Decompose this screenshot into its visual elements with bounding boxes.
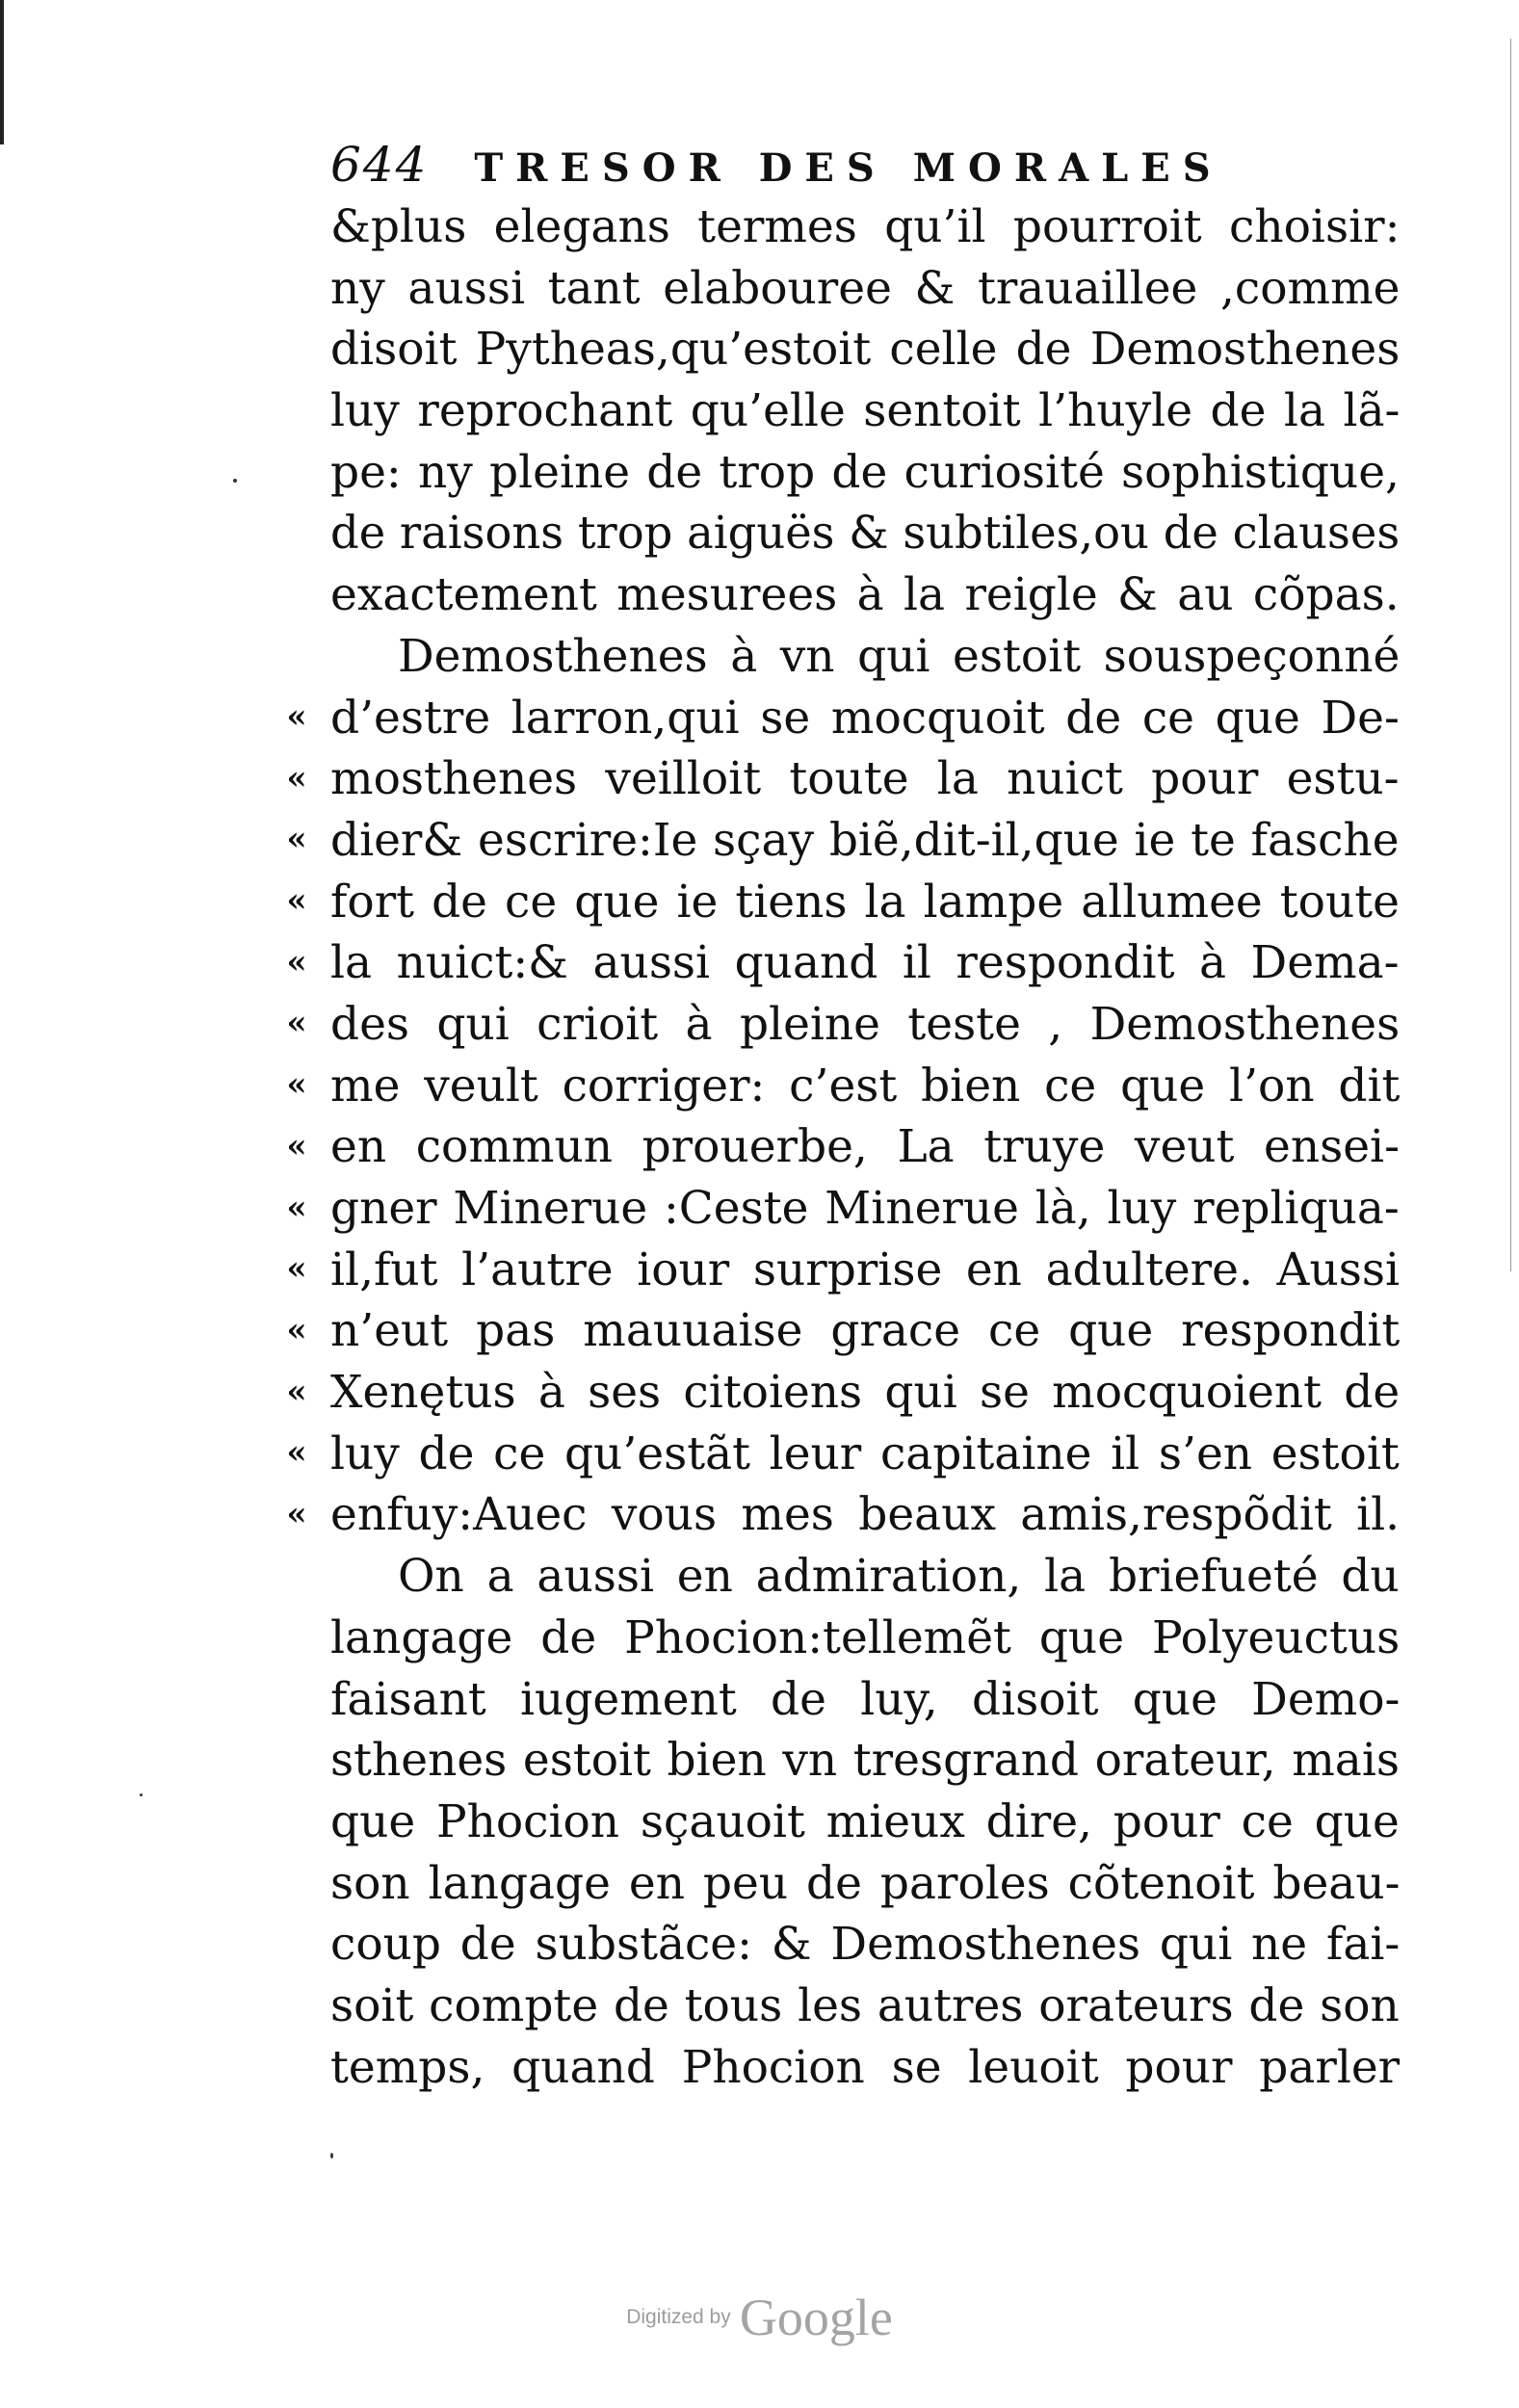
- quote-mark: «: [286, 758, 307, 798]
- text-line: luy reprochant qu’elle sentoit l’huyle de la lã-: [330, 384, 1401, 438]
- text-line: pe: ny pleine de trop de curiosité sophistique,: [330, 445, 1400, 499]
- text-line: d’estre larron,qui se mocquoit de ce que De-: [330, 691, 1400, 745]
- text-line: son langage en peu de paroles cõtenoit beau-: [330, 1856, 1401, 1910]
- quote-mark: «: [286, 1372, 307, 1411]
- text-line: fort de ce que ie tiens la lampe allumee toute: [330, 875, 1400, 929]
- body-text: [330, 196, 1400, 2098]
- text-line: luy de ce qu’estãt leur capitaine il s’en estoit: [330, 1426, 1400, 1480]
- text-line: Demosthenes à vn qui estoit souspeçonné: [398, 629, 1401, 683]
- quote-mark: «: [286, 1126, 307, 1165]
- digitization-footer: [0, 2288, 1519, 2347]
- quote-mark: «: [286, 1310, 307, 1349]
- running-title: TRESOR DES MORALES: [474, 145, 1223, 191]
- quote-mark: «: [286, 1433, 307, 1473]
- text-line: dier& escrire:Ie sçay biẽ,dit-il,que ie te fasche: [330, 813, 1400, 867]
- text-line: Xenętus à ses citoiens qui se mocquoient de: [330, 1366, 1401, 1420]
- text-line: langage de Phocion:tellemẽt que Polyeuctus: [330, 1610, 1401, 1664]
- text-line: disoit Pytheas,qu’estoit celle de Demosthenes: [330, 323, 1401, 377]
- page-right-border: [1510, 39, 1511, 1271]
- text-line: la nuict:& aussi quand il respondit à Dema-: [330, 936, 1400, 990]
- text-line: faisant iugement de luy, disoit que Demo-: [330, 1672, 1401, 1726]
- text-line: sthenes estoit bien vn tresgrand orateur, mais: [330, 1734, 1400, 1788]
- google-logo: Google: [739, 2289, 893, 2346]
- page-edge-mark: [0, 0, 10, 144]
- text-line: exactement mesurees à la reigle & au cõpas.: [330, 568, 1400, 622]
- text-line: On a aussi en admiration, la briefueté du: [398, 1550, 1400, 1604]
- quote-mark: «: [286, 820, 307, 859]
- quote-mark: «: [286, 1065, 307, 1105]
- text-line: que Phocion sçauoit mieux dire, pour ce que: [330, 1794, 1400, 1848]
- quote-mark: «: [286, 1249, 307, 1289]
- digitized-by-label: Digitized by: [626, 2306, 731, 2328]
- text-line: en commun prouerbe, La truye veut ensei-: [330, 1120, 1400, 1174]
- text-line: mosthenes veilloit toute la nuict pour estu-: [330, 752, 1400, 806]
- text-line: temps, quand Phocion se leuoit pour parler: [330, 2040, 1401, 2094]
- text-line: coup de substãce: & Demosthenes qui ne fai-: [330, 1918, 1401, 1972]
- quote-mark: «: [286, 1188, 307, 1227]
- text-line: des qui crioit à pleine teste , Demosthenes: [330, 997, 1401, 1051]
- text-line: soit compte de tous les autres orateurs de son: [330, 1978, 1400, 2032]
- ink-speck: [330, 2153, 333, 2159]
- text-line: ny aussi tant elabouree & trauaillee ,comme: [330, 261, 1401, 315]
- ink-speck: [233, 479, 237, 483]
- quote-mark: «: [286, 697, 307, 736]
- text-line: &plus elegans termes qu’il pourroit choisir:: [330, 200, 1401, 253]
- ink-speck: [140, 1793, 143, 1796]
- text-line: gner Minerue :Ceste Minerue là, luy repliqua-: [330, 1182, 1400, 1235]
- quotation-margin-marks: [277, 687, 316, 1546]
- page-number: 644: [330, 137, 429, 193]
- text-line: de raisons trop aiguës & subtiles,ou de clauses: [330, 507, 1401, 561]
- text-line: me veult corriger: c’est bien ce que l’on dit: [330, 1059, 1401, 1112]
- quote-mark: «: [286, 1004, 307, 1043]
- quote-mark: «: [286, 881, 307, 921]
- quote-mark: «: [286, 1494, 307, 1533]
- quote-mark: «: [286, 942, 307, 982]
- text-line: enfuy:Auec vous mes beaux amis,respõdit il.: [330, 1488, 1401, 1542]
- text-line: n’eut pas mauuaise grace ce que respondit: [330, 1304, 1401, 1358]
- page-header: [330, 131, 1226, 198]
- text-line: il,fut l’autre iour surprise en adultere. Aussi: [330, 1243, 1400, 1296]
